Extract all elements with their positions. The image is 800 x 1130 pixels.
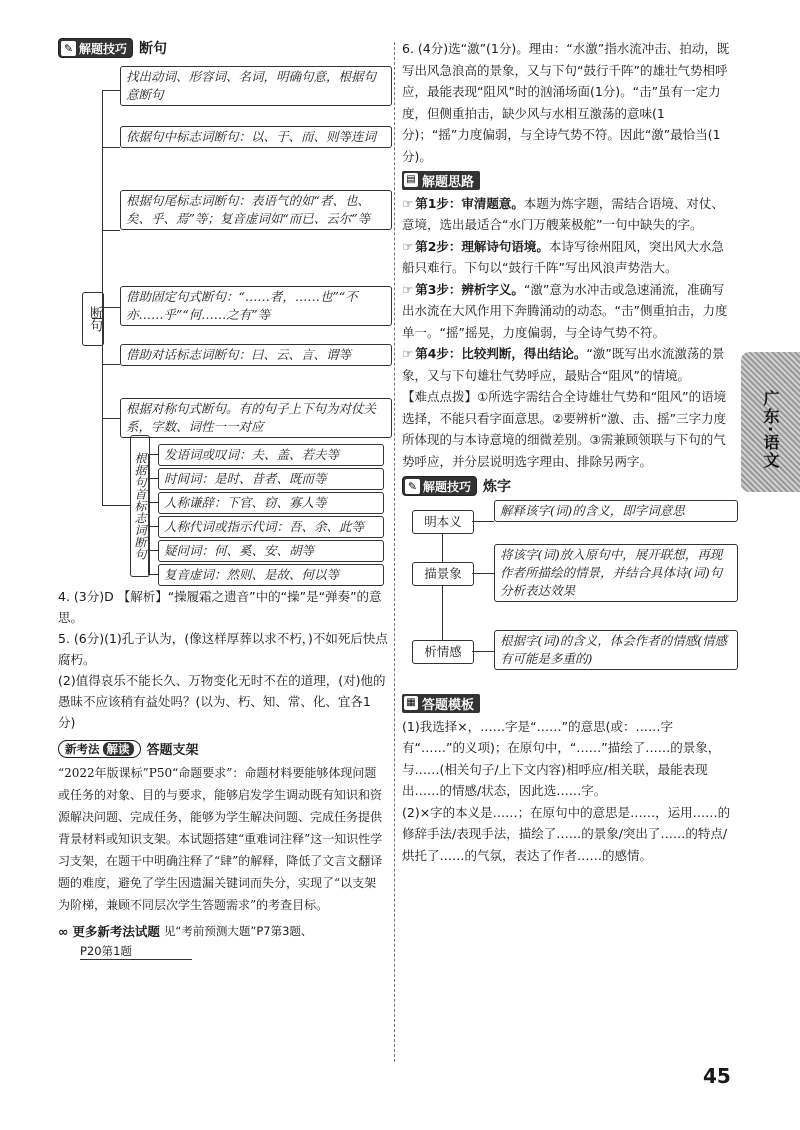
tree-root: 断句	[82, 292, 104, 346]
step-4: ☞ 第4步：比较判断，得出结论。“激”既写出水流激荡的景象，又与下句雄壮气势呼应，最贴合“阻风”的情境。	[402, 346, 725, 383]
moban-header: ▦ 答题模板	[402, 694, 480, 713]
moban-1: (1)我选择×，……字是“……”的意思(或：……字有“……”的义项)；在原句中，“……”描绘了……的景象，与……(相关句子/上下文内容)相呼应/相关联，最能表现出……的情感/状态，因此选……字。	[402, 718, 721, 798]
sub-branch-6: 复音虚词：然则、是故、何以等	[158, 564, 384, 586]
sub-branch-5: 疑问词：何、奚、安、胡等	[158, 540, 384, 562]
branch-5: 借助对话标志词断句：曰、云、言、谓等	[120, 344, 392, 366]
subroot: 根据句首标志词断句	[130, 435, 150, 577]
step-1: ☞ 第1步：审清题意。本题为炼字题，需结合语境、对仗、意境，选出最适合“水门万艘莱极舵”一句中缺失的字。	[402, 195, 724, 232]
side-tab-label: 广东·语文	[761, 390, 780, 471]
lianzi-box-3: 根据字(词)的含义，体会作者的情感(情感有可能是多重的)	[494, 630, 738, 670]
lianzi-header	[402, 476, 732, 496]
sub-branch-1: 发语词或叹词：夫、盖、若夫等	[158, 444, 384, 466]
template-icon: ▦	[404, 696, 418, 710]
page-number: 45	[703, 1064, 731, 1088]
lianzi-box-2: 将该字(词)放入原句中，展开联想，再现作者所描绘的情景，并结合具体诗(词)句分析表达效果	[494, 544, 738, 602]
kaofa-header	[58, 739, 388, 758]
step-2: ☞ 第2步：理解诗句语境。本诗写徐州阻风，突出风大水急船只难行。下句以“鼓行千阵”写出风浪声势浩大。	[402, 238, 724, 275]
pen-icon: ✎	[61, 41, 76, 56]
skill-tag	[58, 38, 133, 58]
right-column	[402, 38, 732, 866]
book-icon: ▤	[404, 173, 418, 187]
lianzi-label-3: 析情感	[412, 640, 474, 664]
tree-root-link	[92, 318, 102, 319]
moban-2: (2)×字的本义是……；在原句中的意思是……，运用……的修辞手法/表现手法，描绘了……的景象/突出了……的特点/烘托了……的气氛，表达了作者……的感情。	[402, 804, 731, 863]
sub-branch-3: 人称谦辞：下官、窃、寡人等	[158, 492, 384, 514]
lianzi-diagram	[402, 500, 732, 690]
column-divider	[394, 42, 395, 1062]
branch-6: 根据对称句式断句。有的句子上下句为对仗关系，字数、词性一一对应	[120, 398, 392, 438]
kaofa-title: 答题支架	[146, 743, 199, 758]
kaofa-tag: 新考法 解读	[58, 740, 141, 758]
answer-q6: 6. (4分)选“激”(1分)。理由：“水激”指水流冲击、拍动，既写出风急浪高的景象，又与下句“鼓行千阵”的雄壮气势相呼应，最能表现“阻风”时的汹涌场面(1分)。“击”虽有一定力度，但侧重拍击，缺少风与水相互激荡的意味(1分)；“摇”力度偏弱，与全诗气势不符。因此“激”最恰当(1分)。	[402, 41, 730, 164]
more-text-2: P20第1题	[80, 943, 192, 960]
lianzi-label-2: 描景象	[412, 562, 474, 586]
pen-icon: ✎	[405, 479, 420, 494]
skill-header	[58, 38, 388, 58]
branch-1: 找出动词、形容词、名词，明确句意，根据句意断句	[120, 66, 392, 106]
answer-q5-part2: (2)值得哀乐不能长久、万物变化无时不在的道理，(对)他的愚昧不应该稍有益处吗？(以为、朽、知、常、化、宜各1分)	[58, 673, 386, 730]
branch-3: 根据句尾标志词断句：表语气的如“者、也、矣、乎、焉”等；复音虚词如“而已、云尔”等	[120, 190, 392, 230]
more-questions	[58, 922, 388, 940]
more-title: 更多新考法试题	[72, 924, 160, 939]
lianzi-label-1: 明本义	[412, 510, 474, 534]
branch-2: 依据句中标志词断句：以、于、而、则等连词	[120, 126, 392, 148]
sub-branch-4: 人称代词或指示代词：吾、余、此等	[158, 516, 384, 538]
nandian-text: 【难点点拨】①所选字需结合全诗雄壮气势和“阻风”的语境选择，不能只看字面意思。②要辨析“激、击、摇”三字力度所体现的与本诗意境的细微差别。③需兼顾领联与下句的气势呼应，并分层说明选字理由、排除另两字。	[402, 389, 727, 469]
side-tab	[741, 352, 800, 492]
sub-branch-2: 时间词：是时、昔者、既而等	[158, 468, 384, 490]
link-icon: ∞	[58, 923, 69, 939]
lianzi-tag: ✎ 解题技巧	[402, 476, 477, 496]
left-column	[58, 38, 388, 960]
lianzi-title: 炼字	[483, 479, 512, 495]
kaofa-text: “2022年版课标”P50“命题要求”：命题材料要能够体现问题或任务的对象、目的与要求，能够启发学生调动既有知识和资源解决问题、完成任务，能够为学生解决问题、完成任务提供背景材料或知识支架。本试题搭建“重难词注释”这一知识性学习支架，在题干中明确注释了“肆”的解释，降低了文言文翻译题的难度，避免了学生因遗漏关键词而失分，实现了“以支架为阶梯，兼顾不同层次学生答题需求”的考查目标。	[58, 766, 383, 912]
more-text: 见“考前预测大题”P7第3题、	[163, 924, 313, 938]
branch-4: 借助固定句式断句：“……者，……也”“不亦……乎”“何……之有”等	[120, 286, 392, 326]
lianzi-box-1: 解释该字(词)的含义，即字词意思	[494, 500, 738, 522]
duanju-tree	[58, 62, 388, 586]
answer-q5-part1: 5. (6分)(1)孔子认为，(像这样厚葬以求不朽，)不如死后快点腐朽。	[58, 631, 388, 667]
skill-title: 断句	[139, 41, 168, 57]
tree-spine	[102, 90, 103, 418]
silu-header: ▤ 解题思路	[402, 171, 480, 190]
answer-q4: 4. (3分)D 【解析】“操履霜之遗音”中的“操”是“弹奏”的意思。	[58, 589, 382, 625]
step-3: ☞ 第3步：辨析字义。“激”意为水冲击或急速涌流，准确写出水流在大风作用下奔腾涌动的动态。“击”侧重拍击，力度单一。“摇”摇晃，力度偏弱，与全诗气势不符。	[402, 281, 728, 340]
skill-tag-label: 解题技巧	[79, 41, 128, 56]
